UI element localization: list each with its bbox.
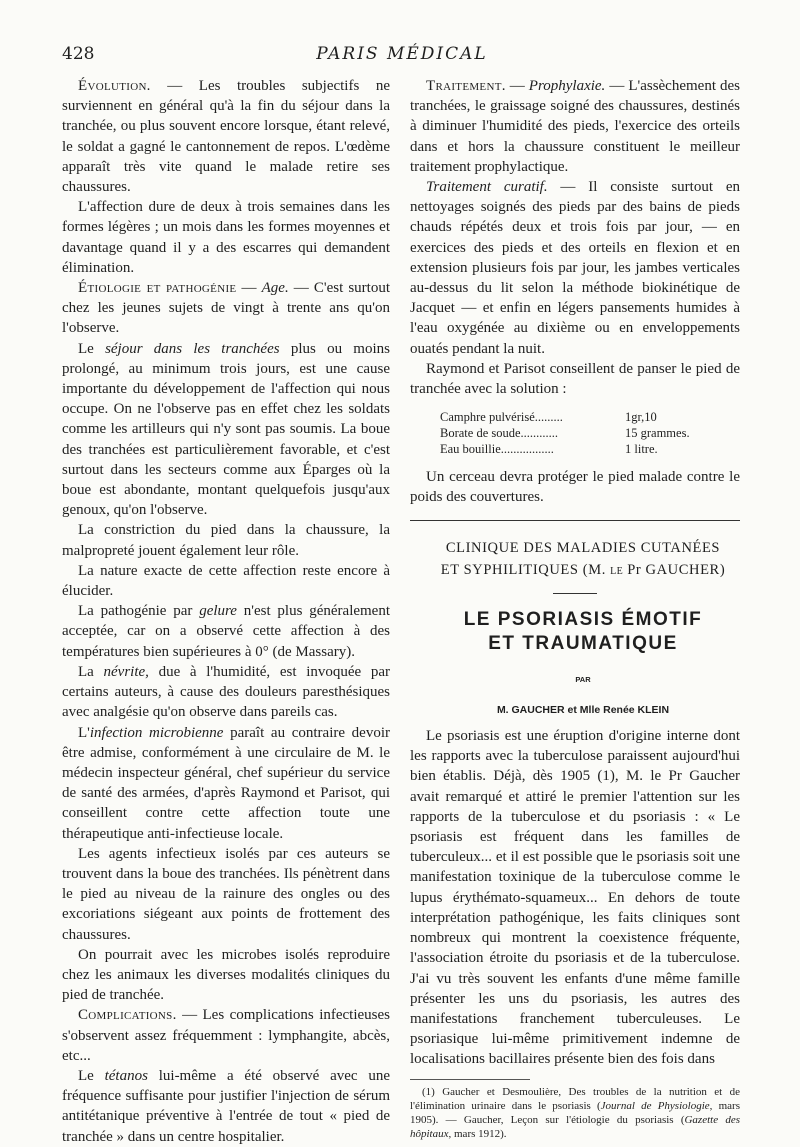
tetanos-prefix: Le [78, 1067, 105, 1084]
nevrite-prefix: La [78, 663, 104, 680]
footnote [410, 1085, 740, 1141]
constriction-paragraph: La constriction du pied dans la chaussure, la malpropreté jouent également leur rôle. [62, 522, 390, 559]
section-divider [410, 520, 740, 521]
article-body: Le psoriasis est une éruption d'origine interne dont les rapports avec la tuberculose paraissent aujourd'hui bien établis. Déjà, dès 1905 (1), M. le Pr Gaucher avait remarqué et attiré le premier l'attention sur les rapports de la tuberculose et du psoriasis : « Le psoriasis est fréquent dans les familles de tuberculeux... et il est possible que le psoriasis soit une manifestation toxinique de la tuberculose comme le lupus érythémato-squameux... En dehors de toute interprétation pathogénique, les faits cliniques sont nombreux qui montrent la coexistence fréquente, l'association étroite du psoriasis et de la tuberculose. J'ai vu très souvent les enfants d'une même famille présenter les uns du psoriasis, les autres des manifestations franchement tuberculeuses. Le psoriasique lui-même primitivement indemne de localisations bacillaires présente bien des fois dans [410, 728, 740, 1068]
raymond-paragraph: Raymond et Parisot conseillent de panser le pied de tranchée avec la solution : [410, 360, 740, 398]
gelure-text: n'est plus généralement acceptée, car on a observé cette affection à des températures bien supérieures à 0° (de Massary). [62, 603, 391, 660]
right-column [410, 76, 740, 1141]
page-header [62, 44, 742, 70]
section-title-line-1: CLINIQUE DES MALADIES CUTANÉES [445, 539, 721, 556]
etiology-dash: — [236, 280, 262, 297]
infection-italic: infection microbienne [89, 724, 224, 741]
etiology-text: — C'est surtout chez les jeunes sujets de vingt à trente ans qu'on l'observe. [62, 280, 391, 337]
gelure-paragraph [62, 601, 390, 662]
complications-paragraph [62, 1005, 390, 1066]
footnote-divider [410, 1079, 530, 1080]
evolution-paragraph [62, 76, 390, 197]
left-column [62, 76, 390, 1147]
section-title-part-b: Pr GAUCHER) [622, 561, 726, 578]
running-title: PARIS MÉDICAL [316, 44, 488, 64]
agents-paragraph: Les agents infectieux isolés par ces auteurs se trouvent dans la boue des tranchées. Ils pénètrent dans le pied au niveau de la rainure des ongles ou des excoriations siégeant aux points de frottement des chaussures. [62, 845, 390, 943]
infection-paragraph [62, 723, 390, 844]
evolution-heading: Évolution. [78, 78, 151, 94]
nature-paragraph: La nature exacte de cette affection reste encore à élucider. [62, 562, 390, 600]
formula-ingredient: Borate de soude............ [440, 426, 559, 441]
formula-ingredient: Camphre pulvérisé......... [440, 410, 563, 425]
article-title-line-1: LE PSORIASIS ÉMOTIF [463, 608, 703, 630]
nevrite-paragraph [62, 662, 390, 723]
tetanos-text: lui-même a été observé avec une fréquence suffisante pour justifier l'injection de sérum antitétanique préventive à l'entrée de tout « pied de tranchée » dans un centre hospitalier. [62, 1067, 391, 1145]
etiology-age: Age. [261, 280, 289, 297]
nevrite-text: due à l'humidité, est invoquée par certains auteurs, à cause des douleurs paresthésiques avec analgésie qu'on observe dans pareils cas. [62, 663, 390, 721]
formula-row [440, 409, 740, 425]
duration-paragraph: L'affection dure de deux à trois semaines dans les formes légères ; un mois dans les formes moyennes et davantage quand il y a des escarres qui demandent élimination. [62, 199, 390, 276]
complications-heading: Complications. [78, 1007, 177, 1024]
formula-ingredient: Eau bouillie................. [440, 442, 554, 457]
tetanos-italic: tétanos [104, 1067, 148, 1084]
sejour-paragraph [62, 339, 390, 521]
gelure-prefix: La pathogénie par [78, 603, 200, 620]
byline-par: PAR [575, 674, 591, 684]
nevrite-italic: névrite, [103, 663, 149, 680]
treatment-heading: Traitement. [426, 78, 506, 94]
article-title-line-2: ET TRAUMATIQUE [488, 632, 678, 654]
infection-prefix: L' [78, 724, 90, 741]
sejour-text: plus ou moins prolongé, au minimum trois jours, est une cause importante du développement de l'affection qui nous occupe. On ne l'observe pas en effet chez les soldats comme les artilleurs qui n'y sont pas soumis. La boue des tranchées est particulièrement favorable, et c'est surtout dans les secteurs comme aux Éparges où la boue est abondante, montant quelquefois jusqu'aux genoux, qu'on l'observe. [62, 340, 390, 519]
sejour-italic: séjour dans les tranchées [105, 340, 280, 357]
section-title-le: le [610, 561, 623, 578]
page-number: 428 [62, 44, 95, 64]
curatif-italic: Traitement curatif. [426, 179, 548, 196]
curatif-text: — Il consiste surtout en nettoyages soignés des pieds par des bains de pieds chauds répétés deux et trois fois par jour, — en exercices des pieds et des orteils en flexion et en extension plusieurs fois par jour, les jambes verticales au-dessus du lit selon la méthode biokinétique de Jacquet — et enfin en légers pansements humides à l'eau oxygénée au dixième ou en enveloppements ouatés pendant la nuit. [410, 179, 740, 357]
curatif-paragraph [410, 177, 740, 359]
footnote-part-a: (1) Gaucher et Desmoulière, Des troubles de la nutrition et de l'élimination urinaire dans le psoriasis ( [410, 1085, 740, 1112]
complications-text: — Les complications infectieuses s'observent assez fréquemment : lymphangite, abcès, etc... [62, 1007, 390, 1064]
footnote-gazette: Gazette des hôpitaux, [410, 1113, 740, 1140]
footnote-part-b: mars 1905). — Gaucher, Leçon sur l'étiologie du psoriasis ( [410, 1099, 740, 1126]
formula-amount: 15 grammes. [625, 426, 690, 441]
microbes-paragraph: On pourrait avec les microbes isolés reproduire chez les animaux les diverses modalités cliniques du pied de tranchée. [62, 946, 390, 1004]
tetanos-paragraph [62, 1066, 390, 1147]
footnote-journal: Journal de Physiologie, [600, 1099, 713, 1112]
gelure-italic: gelure [199, 603, 237, 620]
prophylaxie-italic: Prophylaxie. [528, 78, 606, 94]
treatment-dash: — [505, 78, 529, 94]
evolution-text: — Les troubles subjectifs ne surviennent en général qu'à la fin du séjour dans la tranchée, ou plus souvent encore lorsque, étant relevé, le soldat a gagné le cantonnement de repos. L'œdème apparaît très vite quand le malade retire ses chaussures. [62, 78, 390, 196]
footnote-part-c: mars 1912). [451, 1127, 507, 1140]
formula-amount: 1 litre. [625, 442, 658, 457]
formula-row [440, 441, 740, 457]
infection-text: paraît au contraire devoir être admise, conformément à une circulaire de M. le médecin inspecteur général, chef supérieur du service de santé des armées, d'après Raymond et Parisot, qui conseillent contre cette affection toute une thérapeutique anti-infectieuse locale. [62, 724, 390, 842]
formula-row [440, 425, 740, 441]
formula-amount: 1gr,10 [625, 410, 657, 425]
section-title-line-2 [410, 559, 740, 581]
treatment-paragraph [410, 76, 740, 177]
etiology-heading: Étiologie et pathogénie [78, 280, 237, 297]
sejour-prefix: Le [78, 340, 106, 357]
cerceau-paragraph: Un cerceau devra protéger le pied malade contre le poids des couvertures. [410, 469, 740, 506]
authors: M. GAUCHER et Mlle Renée KLEIN [496, 703, 670, 716]
section-title-part-a: ET SYPHILITIQUES (M. [440, 561, 611, 578]
formula-table [440, 409, 740, 457]
prophylaxie-text: — L'assèchement des tranchées, le graissage soigné des chaussures, destinés à diminuer l'humidité des pieds, l'exercice des orteils dans et hors la chaussure constituent le meilleur traitement prophylactique. [410, 78, 740, 175]
etiology-paragraph [62, 278, 390, 339]
title-divider [553, 593, 597, 594]
